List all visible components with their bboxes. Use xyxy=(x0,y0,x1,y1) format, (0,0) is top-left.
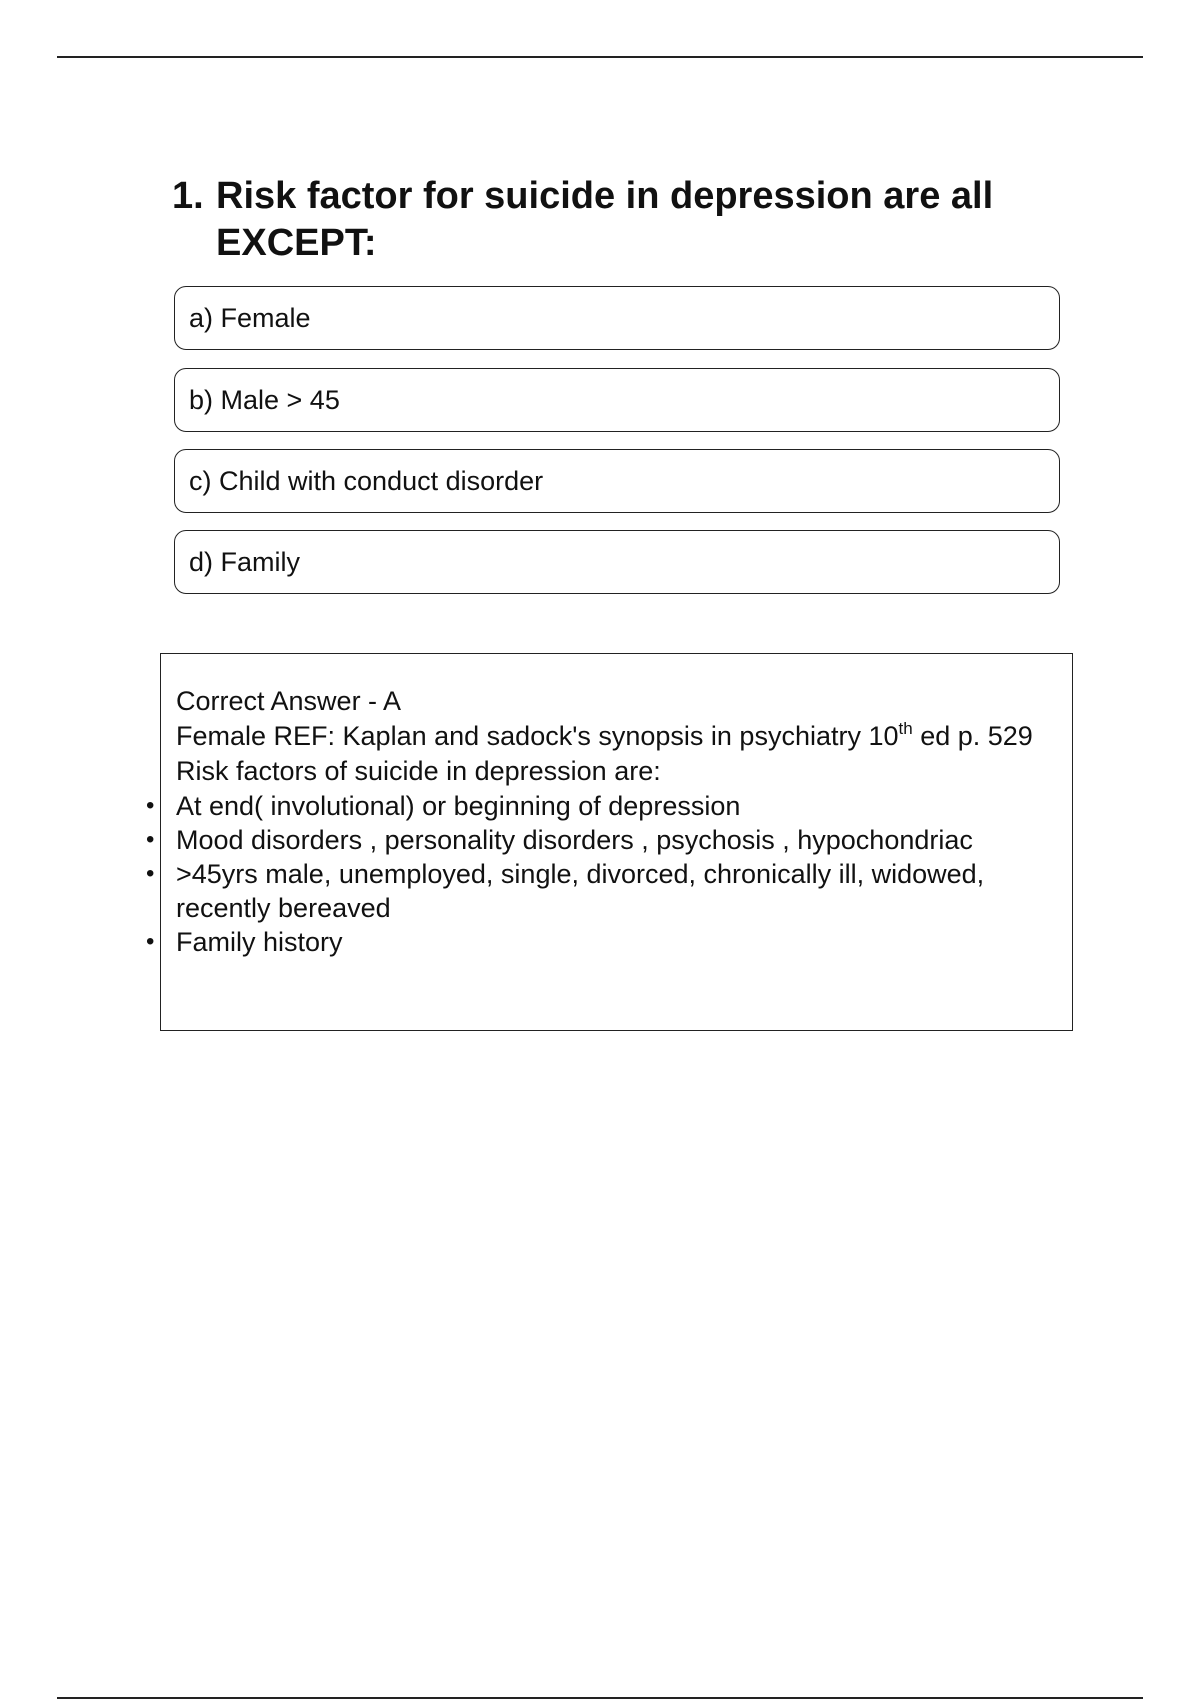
bullet-icon: • xyxy=(146,860,155,887)
correct-answer: Correct Answer - A xyxy=(176,686,402,716)
bullet-icon: • xyxy=(146,928,155,955)
reference-text xyxy=(176,719,1056,754)
list-item xyxy=(146,823,1056,857)
footer-rule xyxy=(57,1697,1143,1699)
reference-suffix: ed p. 529 xyxy=(912,721,1033,751)
list-item xyxy=(146,789,1056,823)
header-rule xyxy=(57,56,1143,58)
risk-factors-list xyxy=(146,789,1056,959)
option-c[interactable]: c) Child with conduct disorder xyxy=(174,449,1060,513)
option-a[interactable]: a) Female xyxy=(174,286,1060,350)
reference-superscript: th xyxy=(898,719,913,738)
option-b[interactable]: b) Male > 45 xyxy=(174,368,1060,432)
risk-factors-intro: Risk factors of suicide in depression are: xyxy=(176,756,661,786)
bullet-icon: • xyxy=(146,792,155,819)
list-item xyxy=(146,857,1056,925)
list-item-text: At end( involutional) or beginning of depression xyxy=(176,791,741,821)
question-number: 1. xyxy=(172,175,204,217)
list-item xyxy=(146,925,1056,959)
option-d[interactable]: d) Family xyxy=(174,530,1060,594)
bullet-icon: • xyxy=(146,826,155,853)
answer-explanation-box xyxy=(146,653,1073,1031)
list-item-text: Mood disorders , personality disorders , psychosis , hypochondriac xyxy=(176,825,973,855)
question-heading xyxy=(172,173,1072,267)
reference-prefix: Female REF: Kaplan and sadock's synopsis in psychiatry 10 xyxy=(176,721,899,751)
list-item-text: Family history xyxy=(176,927,343,957)
list-item-text: >45yrs male, unemployed, single, divorced, chronically ill, widowed, recently bereaved xyxy=(176,859,985,923)
question-text: Risk factor for suicide in depression are all EXCEPT: xyxy=(216,175,994,264)
